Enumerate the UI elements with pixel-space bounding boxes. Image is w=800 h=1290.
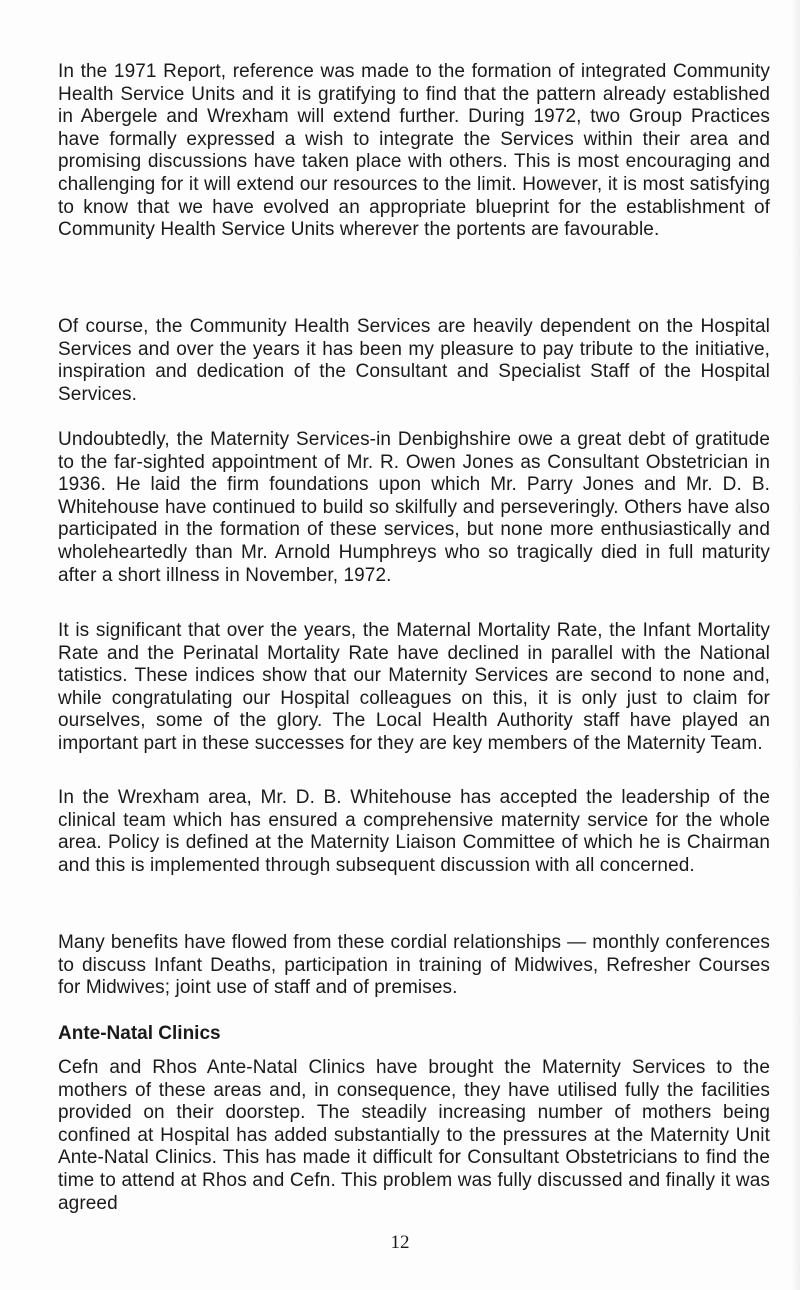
paragraph-benefits: Many benefits have flowed from these cordial relationships — monthly conferences to discuss Infant Deaths, participation in training of Midwives, Refresher Courses for Midwives; joint use of staff and of premises. — [58, 932, 770, 999]
section-heading-ante-natal-clinics: Ante-Natal Clinics — [58, 1023, 221, 1044]
paragraph-hospital-services: Of course, the Community Health Services are heavily dependent on the Hospital Services and over the years it has been my pleasure to pay tribute to the initiative, inspiration and dedication of the Consultant and Specialist Staff of the Hospital Services. — [58, 316, 770, 405]
paragraph-maternity-services: Undoubtedly, the Maternity Services-in Denbighshire owe a great debt of gratitude to the far-sighted appointment of Mr. R. Owen Jones as Consultant Obstetrician in 1936. He laid the firm foundations upon which Mr. Parry Jones and Mr. D. B. Whitehouse have continued to build so skilfully and perseveringly. Others have also participated in the formation of these services, but none more enthusiastically and wholeheartedly than Mr. Arnold Humphreys who so tragically died in full maturity after a short illness in November, 1972. — [58, 429, 770, 586]
paragraph-mortality-rates: It is significant that over the years, the Maternal Mortality Rate, the Infant Mortality Rate and the Perinatal Mortality Rate have declined in parallel with the National tatistics. These indices show that our Maternity Services are second to none and, while congratulating our Hospital colleagues on this, it is only just to claim for ourselves, some of the glory. The Local Health Authority staff have played an important part in these successes for they are key members of the Maternity Team. — [58, 620, 770, 754]
paragraph-wrexham-area: In the Wrexham area, Mr. D. B. Whitehouse has accepted the leadership of the clinical team which has ensured a comprehensive maternity service for the whole area. Policy is defined at the Maternity Liaison Committee of which he is Chairman and this is implemented through subsequent discussion with all concerned. — [58, 787, 770, 876]
page-edge-shadow — [792, 0, 800, 1290]
paragraph-ante-natal-clinics: Cefn and Rhos Ante-Natal Clinics have brought the Maternity Services to the mothers of these areas and, in consequence, they have utilised fully the facilities provided on their doorstep. The steadily increasing number of mothers being confined at Hospital has added substantially to the pressures at the Maternity Unit Ante-Natal Clinics. This has made it difficult for Consultant Obstetricians to find the time to attend at Rhos and Cefn. This problem was fully discussed and finally it was agreed — [58, 1057, 770, 1214]
paragraph-integrated-units: In the 1971 Report, reference was made to the formation of integrated Community Health Service Units and it is gratifying to find that the pattern already established in Abergele and Wrexham will extend further. During 1972, two Group Practices have formally expressed a wish to integrate the Services within their area and promising discussions have taken place with others. This is most encouraging and challenging for it will extend our resources to the limit. However, it is most satisfying to know that we have evolved an appropriate blueprint for the establishment of Community Health Service Units wherever the portents are favourable. — [58, 61, 770, 241]
page-number: 12 — [390, 1232, 410, 1253]
